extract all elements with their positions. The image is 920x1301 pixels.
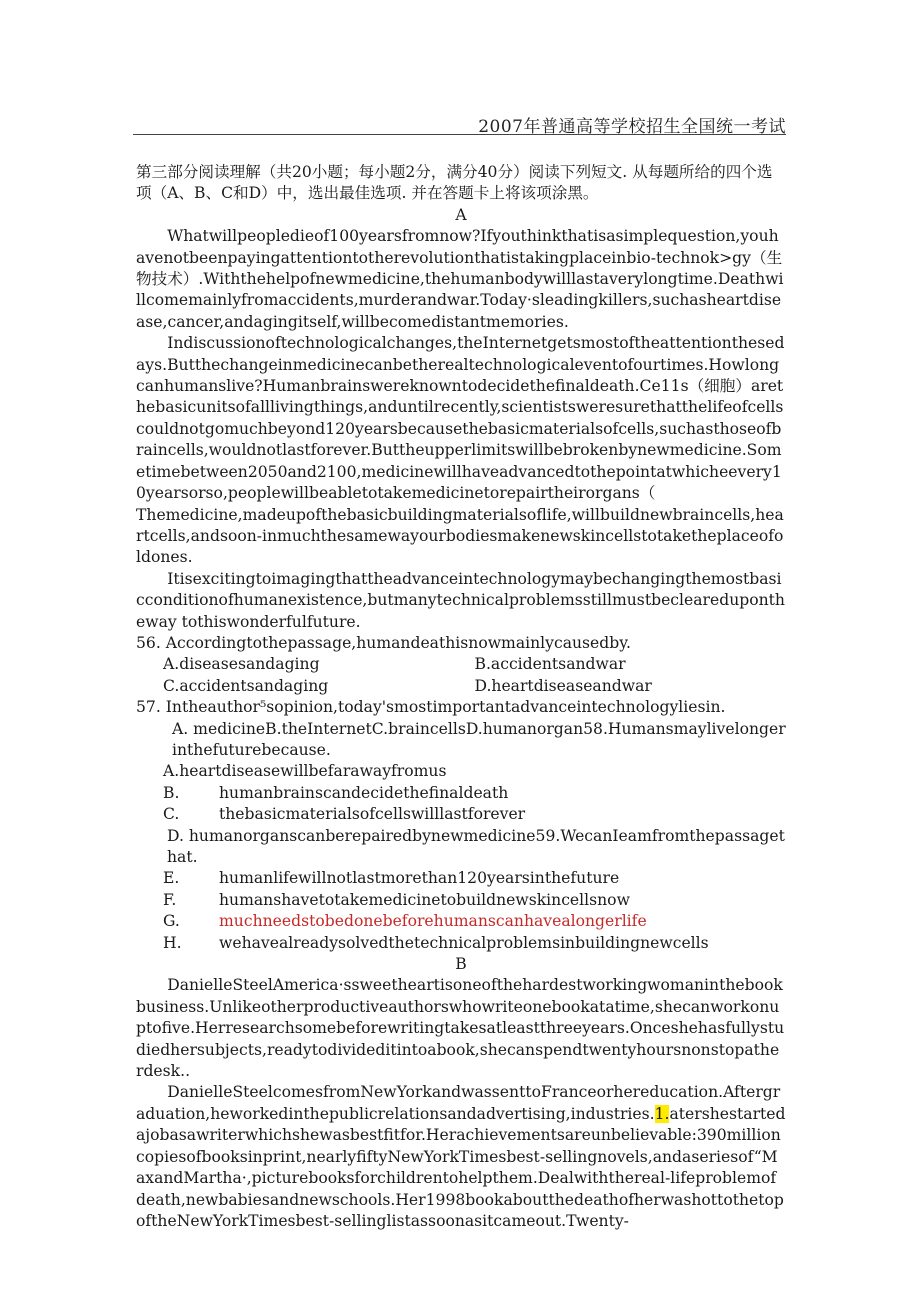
- option-label: G.: [163, 912, 180, 931]
- option-text: humanbrainscandecidethefinaldeath: [219, 783, 509, 802]
- option-line: [163, 783, 786, 804]
- question-58-option-a: A.heartdiseasewillbefarawayfromus: [163, 762, 447, 781]
- question-58-options: [136, 761, 786, 825]
- passage-a-paragraph-2: Indiscussionoftechnologicalchanges,theInternetgetsmostoftheattentionthesedays.Butthechangeinmedicinecanbetherealtechnologicaleventofourtimes.Howlongcanhumanslive?Humanbrainswereknowntodecidethefinaldeath.Ce11s（细胞）arethebasicunitsofalllivingthings,anduntilrecently,scientistsweresurethatthelifeofcellscouldnotgomuchbeyond120yearsbecausethebasicmaterialsofcells,suchasthoseofbraincells,wouldnotlastforever.Buttheupperlimitswillbebrokenbynewmedicine.Sometimebetween2050and2100,medicinewillhaveadvancedtothepointatwhicheevery10yearsorso,peoplewillbeabletotakemedicinetorepairtheirorgans（: [136, 334, 785, 503]
- option-label: F.: [163, 890, 177, 909]
- question-56-options-row-1: [136, 654, 786, 675]
- question-56-options-row-2: [136, 676, 786, 697]
- option-label: E.: [163, 869, 180, 888]
- passage-a-paragraph-1: Whatwillpeopledieof100yearsfromnow?Ifyouthinkthatisasimplequestion,youhavenotbeenpayingattentiontotherevolutionthatistakingplaceinbio-technok>gy（生物技术）.Withthehelpofnewmedicine,thehumanbodywilllastaverylongtime.Deathwillcomemainlyfromaccidents,murderandwar.Today·sleadingkillers,suchasheartdisease,cancer,andagingitself,willbecomedistantmemories.: [136, 227, 784, 331]
- question-57-stem: 57. Intheauthor⁵sopinion,today'smostimportantadvanceintechnologyliesin.: [136, 698, 726, 717]
- question-56-option-a: A.diseasesandaging: [163, 655, 320, 674]
- passage-a-label: A: [455, 205, 467, 224]
- option-text: thebasicmaterialsofcellswilllastforever: [219, 805, 526, 824]
- option-label: H.: [163, 933, 182, 952]
- passage-b-paragraph-2: [136, 1082, 786, 1232]
- option-line: [163, 911, 786, 932]
- highlighted-text: 1.: [654, 1104, 670, 1123]
- option-line: [163, 761, 786, 782]
- option-text: humanlifewillnotlastmorethan120yearsinthefuture: [219, 869, 620, 888]
- option-label: B.: [163, 783, 180, 802]
- passage-b-text: atershestartedajobasawriterwhichshewasbestfitfor.Herachievementsareunbelievable:390millioncopiesofbooksinprint,nearlyfiftyNewYorkTimesbest-sellingnovels,andaseriesof“MaxandMartha·,picturebooksforchildrentohelpthem.Dealwiththereal-lifeproblemofdeath,newbabiesandnewschools.Her1998bookaboutthedeathofherwashottothetopoftheNewYorkTimesbest-sellinglistassoonasitcameout.Twenty-: [136, 1104, 786, 1230]
- option-text-red: muchneedstobedonebeforehumanscanhavealongerlife: [219, 912, 647, 931]
- passage-b-paragraph-1: DanielleSteelAmerica·ssweetheartisoneofthehardestworkingwomaninthebookbusiness.Unlikeotherproductiveauthorswhowriteonebookatatime,shecanworkonuptofive.Herresearchsomebeforewritingtakesatleastthreeyears.Onceshehasfullystudiedhersubjects,readytodivideditintoabook,shecanspendtwentyhoursnonstopatherdesk..: [136, 976, 785, 1081]
- option-line: [163, 804, 786, 825]
- passage-a-paragraph-4: Itisexcitingtoimagingthattheadvanceintechnologymaybechangingthemostbasicconditionofhumanexistence,butmanytechnicalproblemsstillmustbeclearedupontheway tothiswonderfulfuture.: [136, 569, 785, 631]
- option-line: [163, 868, 786, 889]
- passage-b-label: B: [455, 955, 467, 974]
- option-text: wehavealreadysolvedthetechnicalproblemsinbuildingnewcells: [219, 933, 709, 952]
- exam-header-title: 2007年普通高等学校招生全国统一考试: [478, 117, 786, 137]
- question-59-options: [136, 868, 786, 954]
- option-line: [163, 890, 786, 911]
- question-57-options-and-58-stem: A. medicineB.theInternetC.braincellsD.humanorgan58.Humansmaylivelongerinthefuturebecause.: [172, 719, 786, 759]
- document-body: [136, 162, 786, 1232]
- option-text: humanshavetotakemedicinetobuildnewskincellsnow: [219, 890, 630, 909]
- passage-a-paragraph-3: Themedicine,madeupofthebasicbuildingmaterialsoflife,willbuildnewbraincells,heartcells,andsoon-inmuchthesamewayourbodiesmakenewskincellstotaketheplaceofoldones.: [136, 505, 784, 567]
- question-56-option-c: C.accidentsandaging: [163, 676, 329, 695]
- question-56-option-d: D.heartdiseaseandwar: [474, 676, 652, 695]
- header-divider: [133, 134, 786, 135]
- passage-b-text: DanielleSteelcomesfromNewYorkandwassenttoFranceorhereducation.Aftergraduation,heworkedinthepublicrelationsandadvertising,industries.: [136, 1083, 781, 1123]
- question-56-option-b: B.accidentsandwar: [474, 655, 626, 674]
- question-56-stem: 56. Accordingtothepassage,humandeathisnowmainlycausedby.: [136, 633, 631, 652]
- option-line: [163, 933, 786, 954]
- question-58-option-d-and-59-stem: D. humanorganscanberepairedbynewmedicine59.WecanIeamfromthepassagethat.: [167, 826, 785, 866]
- option-label: C.: [163, 805, 180, 824]
- section-instructions: 第三部分阅读理解（共20小题；每小题2分，满分40分）阅读下列短文. 从每题所给的四个选项（A、B、C和D）中，选出最佳选项. 并在答题卡上将该项涂黑。: [136, 163, 773, 203]
